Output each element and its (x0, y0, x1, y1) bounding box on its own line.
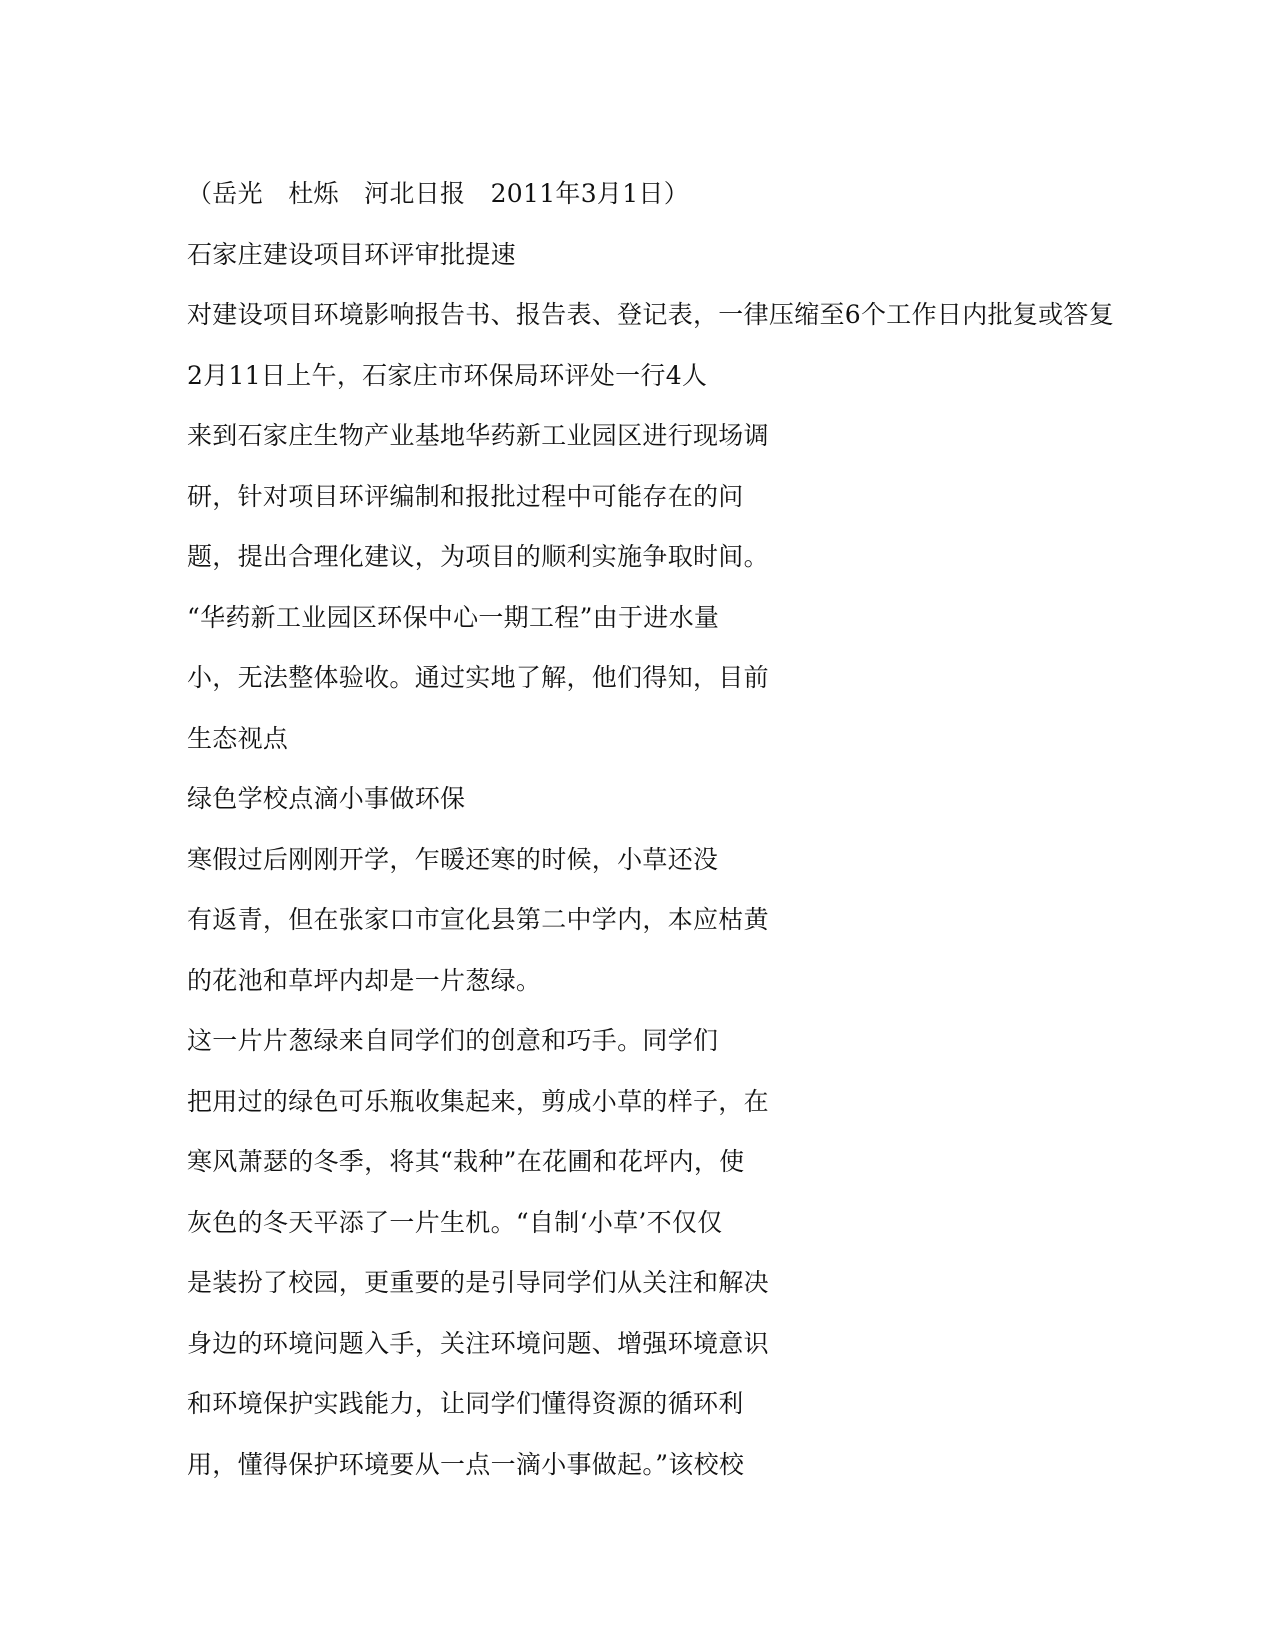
text-line: 寒风萧瑟的冬季，将其“栽种”在花圃和花坪内，使 (187, 1147, 745, 1176)
text-line: 是装扮了校园，更重要的是引导同学们从关注和解决 (187, 1268, 769, 1297)
text-line: “华药新工业园区环保中心一期工程”由于进水量 (187, 602, 720, 632)
text-line: 这一片片葱绿来自同学们的创意和巧手。同学们 (187, 1026, 719, 1055)
headline: 石家庄建设项目环评审批提速 (187, 239, 516, 269)
text-line: 和环境保护实践能力，让同学们懂得资源的循环利 (187, 1389, 744, 1418)
section-heading: 生态视点 (187, 723, 289, 753)
byline: （岳光 杜烁 河北日报 2011年3月1日） (187, 179, 690, 208)
text-line: 来到石家庄生物产业基地华药新工业园区进行现场调 (187, 421, 769, 450)
text-line: 的花池和草坪内却是一片葱绿。 (187, 965, 542, 995)
text-line: 身边的环境问题入手，关注环境问题、增强环境意识 (187, 1328, 769, 1358)
text-line: 研，针对项目环评编制和报批过程中可能存在的问 (187, 481, 744, 511)
document-body (187, 174, 1115, 1505)
article-title: 绿色学校点滴小事做环保 (187, 784, 466, 813)
text-line: 寒假过后刚刚开学，乍暖还寒的时候，小草还没 (187, 844, 719, 874)
text-line: 题，提出合理化建议，为项目的顺利实施争取时间。 (187, 542, 769, 571)
text-line: 灰色的冬天平添了一片生机。“自制‘小草’不仅仅 (187, 1207, 723, 1237)
text-line: 有返青，但在张家口市宣化县第二中学内，本应枯黄 (187, 905, 769, 934)
text-line: 小，无法整体验收。通过实地了解，他们得知，目前 (187, 663, 769, 692)
subheadline: 对建设项目环境影响报告书、报告表、登记表，一律压缩至6个工作日内批复或答复 (187, 300, 1115, 329)
text-line: 把用过的绿色可乐瓶收集起来，剪成小草的样子，在 (187, 1086, 769, 1116)
text-line: 用，懂得保护环境要从一点一滴小事做起。”该校校 (187, 1449, 745, 1479)
text-line: 2月11日上午，石家庄市环保局环评处一行4人 (187, 360, 708, 390)
